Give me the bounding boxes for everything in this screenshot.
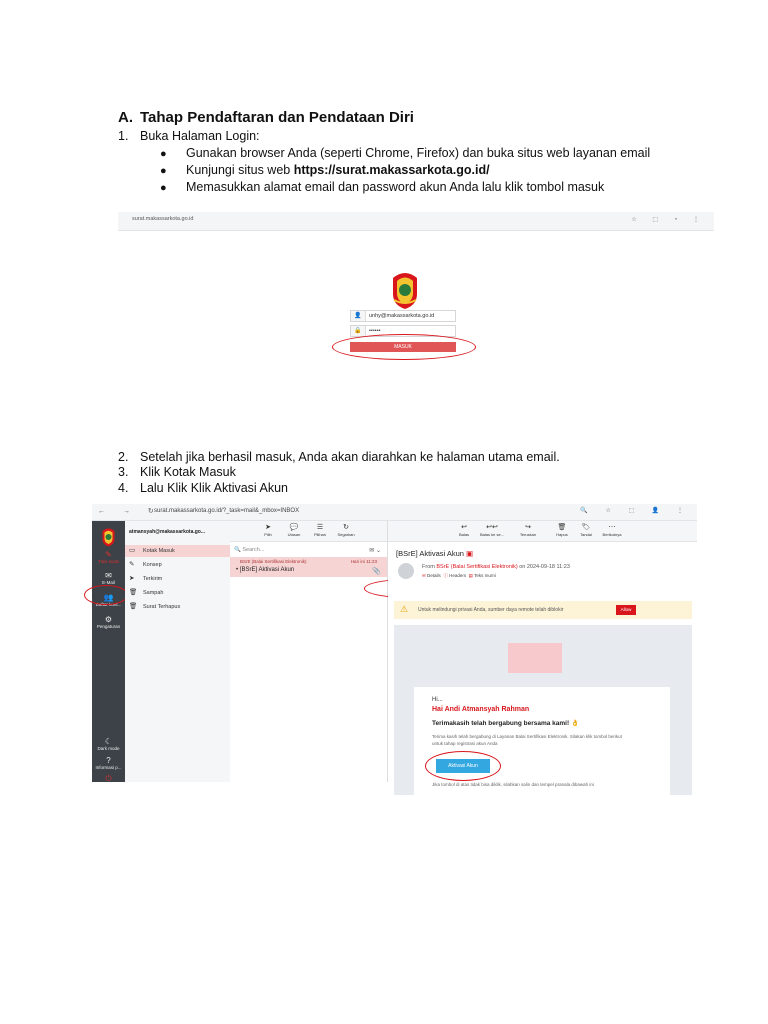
bullet-text: Gunakan browser Anda (seperti Chrome, Firefox) dan buka situs web layanan email — [186, 146, 651, 160]
refresh-icon: ↻ — [343, 524, 349, 531]
warning-icon: ⚠ — [400, 604, 409, 614]
bullet-dot: ● — [160, 165, 167, 177]
send-icon: ➤ — [129, 575, 135, 582]
folder-label: Kotak Masuk — [143, 548, 175, 554]
message-view-pane — [388, 521, 697, 787]
browser-toolbar — [92, 504, 697, 521]
reply-all-icon: ↩↩ — [486, 524, 498, 531]
email-field[interactable] — [350, 310, 456, 322]
bullet-item — [160, 163, 490, 177]
cursor-icon: ➤ — [265, 524, 271, 531]
highlight-circle — [84, 585, 128, 605]
email-title — [396, 549, 473, 558]
folder-trash[interactable] — [125, 587, 230, 599]
tool-label: Utasan — [287, 532, 301, 537]
tag-icon: 🏷 — [581, 524, 591, 531]
attachment-icon: 📎 — [372, 568, 381, 575]
reply-all-button[interactable] — [478, 523, 506, 537]
webmail-screenshot — [92, 504, 697, 787]
more-button[interactable] — [598, 523, 626, 537]
headers-link[interactable]: Headers — [449, 573, 467, 578]
email-links — [422, 573, 496, 579]
bullet-text: Memasukkan alamat email dan password akun Anda lalu klik tombol masuk — [186, 180, 605, 194]
reply-icon: ↩ — [461, 524, 467, 531]
person-icon: 👤 — [351, 311, 366, 321]
step-text: Setelah jika berhasil masuk, Anda akan diarahkan ke halaman utama email. — [140, 450, 560, 464]
folder-label: Surat Terhapus — [143, 604, 181, 610]
tool-label: Balas ke se... — [479, 532, 504, 537]
moon-icon: ☾ — [104, 737, 113, 746]
highlight-circle — [425, 751, 501, 781]
sidebar-item-info[interactable] — [92, 756, 125, 770]
step-text: Buka Halaman Login: — [140, 129, 260, 143]
tool-label: Pilih — [264, 532, 272, 537]
website-url: https://surat.makassarkota.go.id/ — [293, 163, 490, 177]
step-number: 4. — [118, 481, 129, 495]
trash-icon: 🗑 — [557, 524, 567, 531]
sidebar-label: E-Mail — [102, 580, 115, 585]
sidebar-item-settings[interactable] — [92, 615, 125, 629]
mark-button[interactable] — [572, 523, 600, 537]
browser-icons: 🔍 ☆ ⬚ 👤 ⋮ — [580, 508, 691, 514]
email-card — [414, 687, 670, 807]
from-prefix: From — [422, 564, 437, 570]
select-button[interactable] — [254, 523, 282, 537]
sidebar-label: Pengaturan — [96, 624, 121, 629]
folder-label: Sampah — [143, 590, 164, 596]
message-subject: • [BSrE] Aktivasi Akun — [236, 567, 295, 573]
sidebar-label: Informasi p... — [95, 765, 122, 770]
options-button[interactable] — [306, 523, 334, 537]
from-date: on 2024-09-18 11:23 — [517, 564, 570, 570]
folder-deleted[interactable] — [125, 601, 230, 613]
flag-icon: ▣ — [466, 549, 474, 558]
allow-button[interactable]: Allow — [616, 605, 636, 615]
gear-icon: ⚙ — [104, 615, 113, 624]
refresh-button[interactable] — [332, 523, 360, 537]
body-text: Terima kasih telah bergabung di Layanan Balai Sertifikasi Elektronik. Silakan klik tombol berikut untuk tahap registrasi akun Anda — [432, 734, 622, 746]
plain-text-link[interactable]: Teks murni — [474, 573, 496, 578]
info-icon: ⓘ — [443, 573, 448, 578]
power-icon: ⏻ — [105, 774, 112, 783]
thanks-text: Terimakasih telah bergabung bersama kami! 👌 — [432, 720, 580, 727]
subject-text: [BSrE] Aktivasi Akun — [239, 567, 295, 573]
folder-sent[interactable] — [125, 573, 230, 585]
sidebar-item-dark-mode[interactable] — [92, 737, 125, 751]
details-link[interactable]: Details — [427, 573, 441, 578]
step-text: Lalu Klik Klik Aktivasi Akun — [140, 481, 288, 495]
tool-label: Berikutnya — [602, 532, 622, 537]
step-number: 1. — [118, 129, 129, 143]
folder-inbox[interactable] — [125, 545, 230, 557]
pencil-icon: ✎ — [105, 550, 112, 559]
sidebar-item-email[interactable] — [92, 571, 125, 585]
tool-label: Balas — [458, 532, 469, 537]
more-icon: ⋯ — [608, 524, 616, 531]
blocked-image-placeholder — [508, 643, 562, 673]
message-sender: BSrE (Balai Sertifikasi Elektronik) — [240, 559, 307, 564]
envelope-icon: ✉ — [422, 573, 426, 578]
compose-button[interactable] — [92, 550, 125, 564]
list-toolbar — [230, 521, 387, 542]
masuk-button[interactable]: MASUK — [350, 342, 456, 352]
step-2 — [118, 450, 560, 464]
document-icon: ▤ — [468, 573, 473, 578]
address-bar: surat.makassarkota.go.id — [132, 216, 194, 222]
footer-text: Jika tombol di atas tidak bisa diklik, silahkan salin dan tempel pranala dibawah ini — [432, 782, 594, 787]
browser-toolbar — [118, 212, 714, 231]
step-number: 2. — [118, 450, 129, 464]
sidebar-label: Dark mode — [97, 746, 120, 751]
privacy-warning — [394, 601, 692, 619]
step-4 — [118, 481, 288, 495]
section-letter: A. — [118, 109, 133, 126]
email-body — [394, 625, 692, 795]
step-number: 3. — [118, 465, 129, 479]
city-emblem-logo — [388, 270, 422, 310]
tool-label: Tandai — [580, 532, 592, 537]
step-text: Klik Kotak Masuk — [140, 465, 236, 479]
highlight-circle — [332, 334, 476, 360]
section-heading — [118, 109, 414, 126]
trash-icon: 🗑 — [129, 603, 138, 610]
step-3 — [118, 465, 236, 479]
envelope-icon: ✉ — [105, 571, 112, 580]
sidebar-label: Tulis surat — [98, 559, 119, 564]
logout-button[interactable] — [92, 774, 125, 783]
sidebar-label: Daftar kont... — [95, 602, 122, 607]
forward-icon: ↪ — [525, 524, 531, 531]
trash-icon: 🗑 — [129, 589, 138, 596]
message-time: Hari ini 11:23 — [350, 559, 377, 564]
address-bar: surat.makassarkota.go.id/?_task=mail&_mbox=INBOX — [154, 508, 300, 514]
folder-label: Terkirim — [143, 576, 163, 582]
bullet-dot: ● — [160, 182, 167, 194]
section-title: Tahap Pendaftaran dan Pendataan Diri — [140, 109, 414, 126]
inbox-icon: ▭ — [129, 547, 136, 554]
view-toolbar — [388, 521, 697, 542]
envelope-chevron-icon[interactable]: ✉ ⌄ — [369, 548, 381, 554]
pencil-icon: ✎ — [129, 561, 135, 568]
search-input[interactable] — [234, 547, 264, 553]
search-placeholder: Search... — [242, 547, 265, 553]
folder-drafts[interactable] — [125, 559, 230, 571]
browser-nav-icons: ← → ↻ — [98, 508, 162, 515]
folder-label: Konsep — [143, 562, 162, 568]
app-sidebar — [92, 521, 125, 782]
password-value: •••••• — [369, 328, 381, 334]
warning-text: Untuk melindungi privasi Anda, sumber daya remote telah diblokir — [418, 607, 564, 613]
avatar — [398, 563, 414, 579]
bullet-item — [160, 180, 604, 194]
email-value: unhy@makassarkota.go.id — [369, 313, 435, 319]
account-name: atmansyah@makassarkota.go... — [129, 529, 206, 535]
contacts-icon: 👥 — [103, 593, 114, 602]
recipient-name: Hai Andi Atmansyah Rahman — [432, 706, 530, 713]
reply-button[interactable] — [450, 523, 478, 537]
greeting: Hi... — [432, 697, 443, 703]
chat-icon: 💬 — [289, 524, 299, 531]
step-1 — [118, 129, 260, 143]
message-list-pane — [230, 521, 388, 782]
tool-label: Teruskan — [519, 532, 537, 537]
bullet-item — [160, 146, 650, 160]
email-title-text: [BSrE] Aktivasi Akun — [396, 549, 464, 558]
tool-label: Pilihan — [313, 532, 326, 537]
tool-label: Hapus — [556, 532, 568, 537]
sender-link[interactable]: BSrE (Balai Sertifikasi Elektronik) — [436, 564, 518, 570]
options-icon: ☰ — [316, 524, 324, 531]
tool-label: Segarkan — [337, 532, 355, 537]
message-row[interactable] — [230, 557, 387, 577]
email-from-line — [422, 564, 570, 570]
activate-account-button[interactable]: Aktivasi Akun — [436, 759, 490, 773]
folder-pane — [125, 521, 231, 782]
browser-icons: ☆ ⬚ ◔ ⋮ — [631, 217, 706, 223]
threads-button[interactable] — [280, 523, 308, 537]
lock-icon: 🔒 — [351, 326, 366, 336]
forward-button[interactable] — [514, 523, 542, 537]
city-emblem-logo — [100, 527, 117, 547]
login-screenshot — [118, 212, 714, 432]
bullet-dot: ● — [160, 148, 167, 160]
search-icon: 🔍 — [234, 547, 243, 553]
help-icon: ? — [106, 756, 111, 765]
bullet-text: Kunjungi situs web — [186, 163, 294, 177]
